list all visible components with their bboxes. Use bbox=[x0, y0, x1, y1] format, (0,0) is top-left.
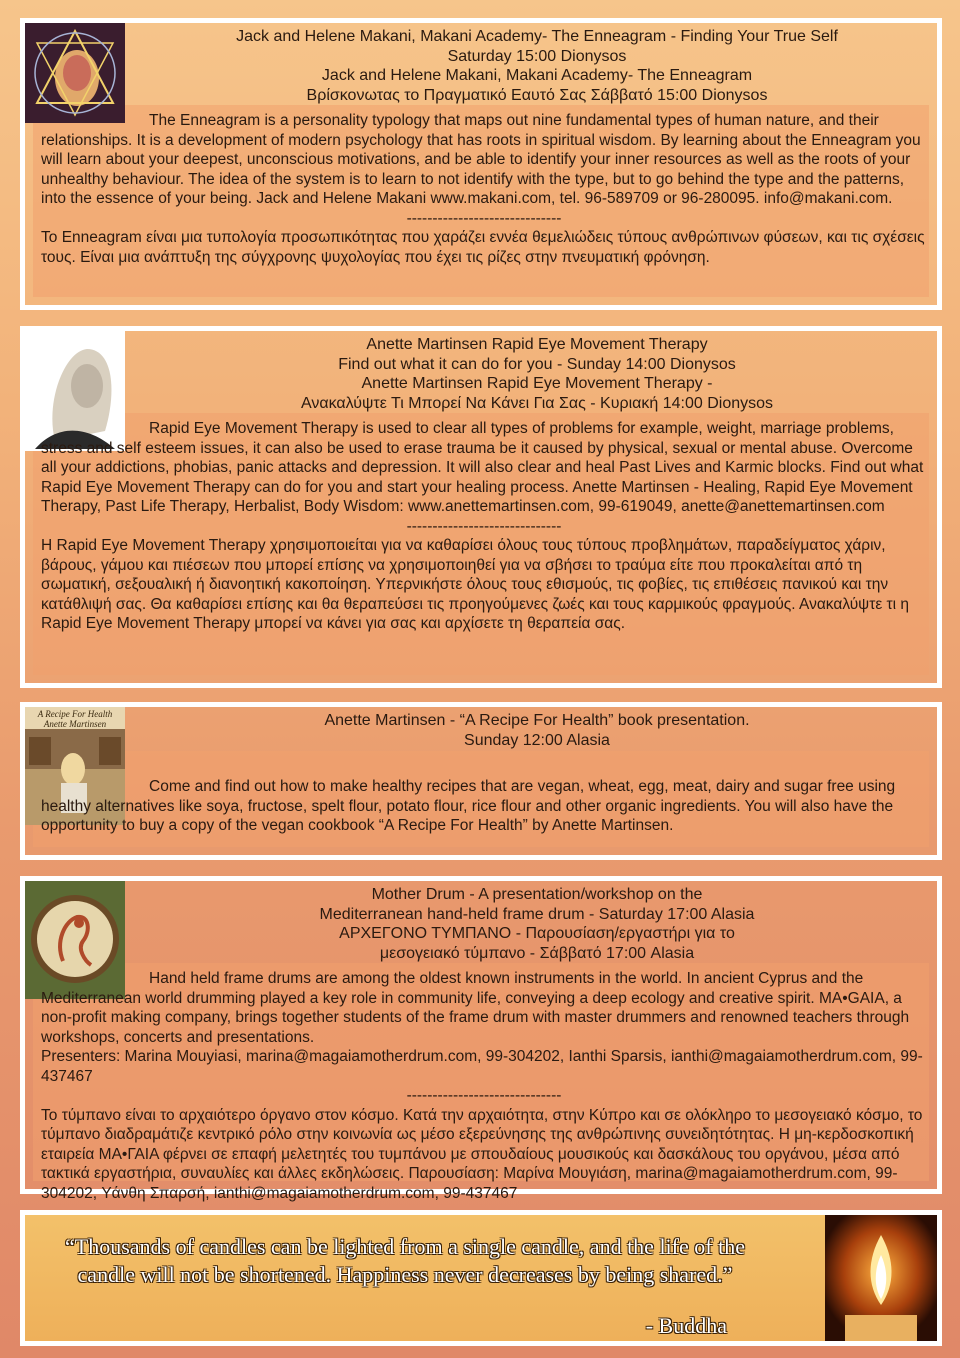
candle-image bbox=[825, 1215, 937, 1341]
presenters: Presenters: Marina Mouyiasi, marina@magaiamotherdrum.com, 99-304202, Ianthi Sparsis, ianthi@magaiamotherdrum.com, 99-437467 bbox=[41, 1048, 923, 1085]
title-line: Ανακαλύψτε Τι Μπορεί Να Κάνει Για Σας - Κυριακή 14:00 Dionysos bbox=[300, 394, 774, 412]
event-title bbox=[145, 335, 929, 413]
title-line: Anette Martinsen Rapid Eye Movement Therapy - bbox=[361, 375, 713, 392]
description-greek: Το Enneagram είναι μια τυπολογία προσωπικότητας που χαράζει εννέα θεμελιώδεις τύπους ανθρώπινων φύσεων, και τις σχέσεις τους. Είναι μια ανάπτυξη της σύγχρονης ψυχολογίας που έχει τις ρίζες στην πνευματική φρόνηση. bbox=[41, 229, 925, 266]
description-english: Hand held frame drums are among the oldest known instruments in the world. In ancient Cyprus and the Mediterranean world drumming played a key role in community life, conveying a deep ecology and creative spirit. MA•GAIA, a non-profit making company, brings together students of the frame drum with master drummers and renowned teachers through workshops, concerts and presentations. bbox=[41, 970, 910, 1046]
title-line: Jack and Helene Makani, Makani Academy- The Enneagram - Finding Your True Self bbox=[236, 28, 838, 45]
separator: ------------------------------ bbox=[406, 517, 562, 535]
description-greek: Η Rapid Eye Movement Therapy χρησιμοποιείται για να καθαρίσει όλους τους τύπους προβλημάτων, παραδείγματος χάριν, βάρους, γάμου και πιέσεων που μπορεί επίσης να χρησιμοποιηθεί για να σβήσει το τραύμα είτε που προκαλείται από τη σωματική, σεξουαλική ή διανοητική κακοποίηση. Υπερνικήστε όλους τους εθισμούς, τις φοβίες, τις επιθέσεις πανικού και την κατάθλιψή σας. Θα καθαρίσει επίσης και θα θεραπεύσει τις προηγούμενες ζωές και τους καρμικούς φραγμούς. Ανακαλύψτε τι η Rapid Eye Movement Therapy μπορεί να κάνει για σας και αρχίσετε τη θεραπεία σας. bbox=[41, 537, 910, 632]
event-title bbox=[145, 885, 929, 963]
quote-box bbox=[20, 1210, 942, 1346]
event-recipe-book bbox=[20, 702, 942, 860]
event-enneagram bbox=[20, 18, 942, 310]
title-line: Βρίσκονωτας το Πραγματικό Εαυτό Σας Σάββατό 15:00 Dionysos bbox=[306, 86, 768, 104]
title-line: Mediterranean hand-held frame drum - Saturday 17:00 Alasia bbox=[319, 905, 755, 923]
description-english: Come and find out how to make healthy recipes that are vegan, wheat, egg, meat, dairy and sugar free using healthy alternatives like soya, fructose, spelt flour, potato flour, rice flour and other organic ingredients. You will also have the opportunity to buy a copy of the vegan cookbook “A Recipe For Health” by Anette Martinsen. bbox=[41, 778, 896, 834]
event-title bbox=[145, 27, 929, 105]
event-description bbox=[41, 419, 927, 634]
title-line: Anette Martinsen - “A Recipe For Health” book presentation. bbox=[324, 712, 750, 729]
event-rapid-eye bbox=[20, 326, 942, 688]
description-english: The Enneagram is a personality typology that maps out nine fundamental types of human nature, and their relationships. It is a development of modern psychology that has roots in spiritual wisdom. By learning about the Enneagram you will learn about your deepest, unconscious motivations, and be able to identify your inner resources as well as the roots of your unhealthy behaviour. The idea of the system is to learn to not identify with the type, but to go behind the type and the patterns, into the essence of your being. Jack and Helene Makani www.makani.com, tel. 96-589709 or 96-280095. info@makani.com. bbox=[41, 112, 921, 207]
event-title bbox=[145, 711, 929, 750]
quote-text: “Thousands of candles can be lighted from a single candle, and the life of the candle will not be shortened. Happiness never decreases by being shared.” bbox=[65, 1234, 745, 1287]
description-greek: Το τύμπανο είναι το αρχαιότερο όργανο στον κόσμο. Κατά την αρχαιότητα, στην Κύπρο και σε ολόκληρο το μεσογειακό κόσμο, το τύμπανο διαδραμάτιζε κεντρικό ρόλο στην κοινωνία ως μέσο εξερεύνησης της ανθρώπινης συνειδητότητας. Η μη-κερδοσκοπική εταιρεία ΜΑ•ΓΑΙΑ φέρνει σε επαφή μελετητές του τυμπάνου με σπουδαίους μουσικούς και δασκάλους του οργάνου, μέσα από τακτικά εργαστήρια, συναυλίες και άλλες εκδηλώσεις. Παρουσίαση: Μαρίνα Μουγιάση, marina@magaiamotherdrum.com, 99-304202, Υάνθη Σπαρσή, ianthi@magaiamotherdrum.com, 99-437467 bbox=[41, 1106, 923, 1202]
title-line: Find out what it can do for you - Sunday 14:00 Dionysos bbox=[338, 355, 736, 373]
title-line: ΑΡΧΕΓΟΝΟ ΤΥΜΠΑΝΟ - Παρουσίαση/εργαστήρι για το bbox=[339, 925, 735, 942]
event-description bbox=[41, 111, 927, 267]
title-line: Sunday 12:00 Alasia bbox=[464, 731, 610, 749]
event-description bbox=[41, 969, 927, 1203]
title-line: μεσογειακό τύμπανο - Σάββατό 17:00 Alasia bbox=[379, 944, 695, 962]
title-line: Jack and Helene Makani, Makani Academy- The Enneagram bbox=[321, 67, 753, 84]
enneagram-image bbox=[25, 23, 125, 123]
event-mother-drum bbox=[20, 876, 942, 1202]
separator: ------------------------------ bbox=[406, 1087, 562, 1104]
quote-author: - Buddha bbox=[645, 1313, 727, 1338]
book-cover-author: Anette Martinsen bbox=[43, 719, 107, 729]
title-line: Saturday 15:00 Dionysos bbox=[447, 47, 627, 65]
title-line: Anette Martinsen Rapid Eye Movement Therapy bbox=[366, 336, 708, 353]
book-cover-title: A Recipe For Health bbox=[37, 709, 113, 719]
title-line: Mother Drum - A presentation/workshop on the bbox=[371, 886, 703, 903]
description-english: Rapid Eye Movement Therapy is used to clear all types of problems for example, weight, marriage problems, stress and self esteem issues, it can also be used to erase trauma be it caused by physical, sexual or mental abuse. Overcome all your addictions, phobias, panic attacks and depression. It will also clear and heal Past Lives and Karmic blocks. Find out what Rapid Eye Movement Therapy can do for you and start your healing process. Anette Martinsen - Healing, Rapid Eye Movement Therapy, Past Life Therapy, Herbalist, Body Wisdom: www.anettemartinsen.com, 99-619049, anette@anettemartinsen.com bbox=[41, 420, 924, 515]
event-description bbox=[41, 777, 927, 836]
separator: ------------------------------ bbox=[406, 209, 562, 227]
